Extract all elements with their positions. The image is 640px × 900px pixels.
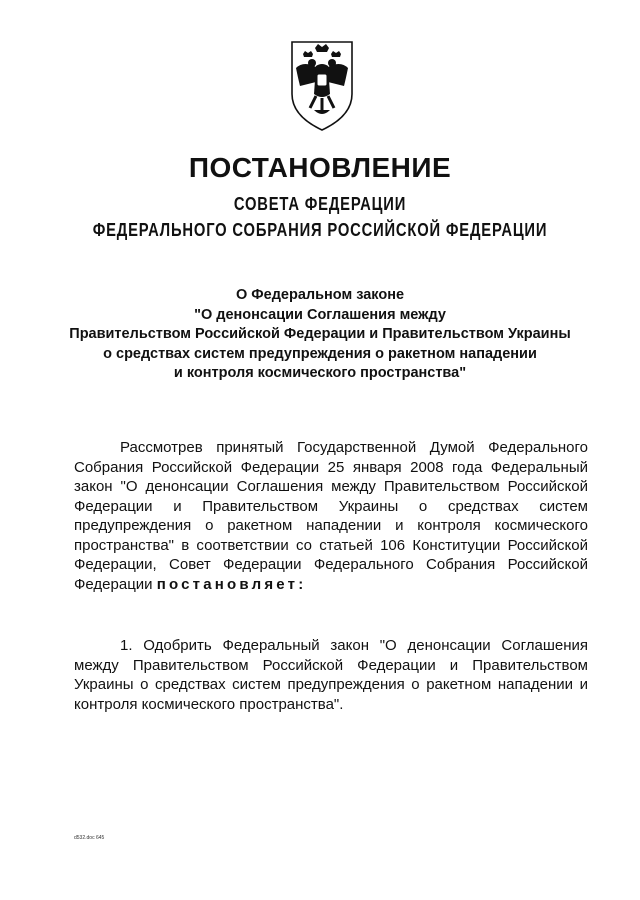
issuer-line-2: ФЕДЕРАЛЬНОГО СОБРАНИЯ РОССИЙСКОЙ ФЕДЕРАЦИИ [92, 220, 548, 240]
document-code: d532.doc 645 [74, 835, 105, 841]
russian-coat-of-arms-icon [288, 38, 356, 134]
document-subject [40, 286, 600, 384]
preamble-paragraph [74, 438, 588, 594]
issuer-line: СОВЕТА ФЕДЕРАЦИИ [233, 194, 407, 214]
subject-line: Правительством Российской Федерации и Правительством Украины [69, 326, 571, 342]
subject-line: О Федеральном законе [235, 287, 405, 303]
decree-word: постановляет: [156, 575, 307, 593]
document-title: ПОСТАНОВЛЕНИЕ [188, 152, 452, 183]
preamble-text: Рассмотрев принятый Государственной Думой Федерального Собрания Российской Федерации 25 января 2008 года Федеральный закон "О денонсации Соглашения между Правительством Российской Федерации и Правительством Украины о средствах систем предупреждения о ракетном нападении и контроля космического пространства" в соответствии со статьей 106 Конституции Российской Федерации, Совет Федерации Федерального Собрания Российской Федерации [74, 439, 588, 593]
subject-line: о средствах систем предупреждения о ракетном нападении [103, 345, 537, 362]
subject-line: "О денонсации Соглашения между [194, 306, 446, 323]
resolution-item-1: 1. Одобрить Федеральный закон "О денонсации Соглашения между Правительством Российской Федерации и Правительством Украины о средствах систем предупреждения о ракетном нападении и контроля космического пространства". [74, 637, 588, 713]
subject-line: и контроля космического пространства" [173, 365, 467, 381]
